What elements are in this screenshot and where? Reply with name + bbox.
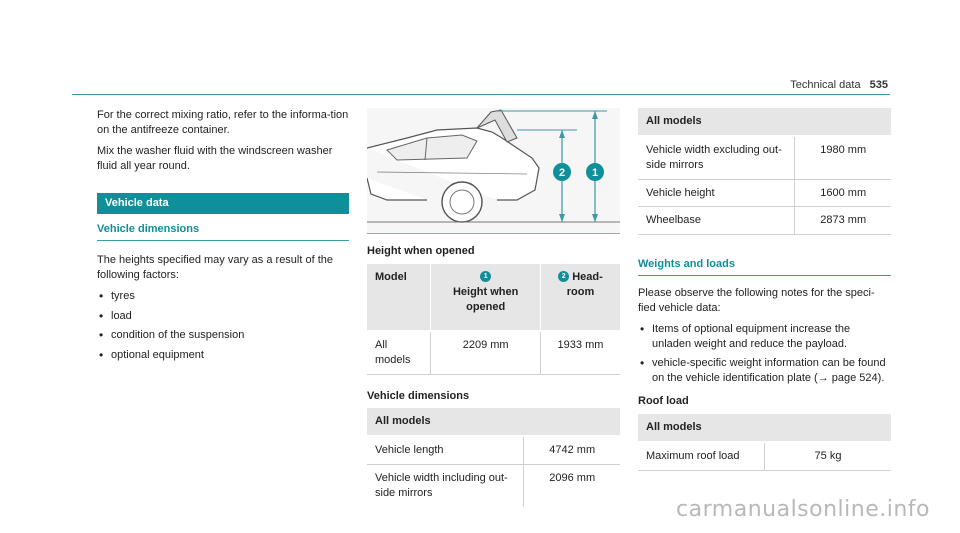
cell-value: 2096 mm <box>524 465 620 507</box>
table-row <box>638 207 891 235</box>
figure-marker-2: 2 <box>558 167 566 179</box>
roof-load-table <box>638 414 891 471</box>
cell-label: Vehicle length <box>367 436 524 464</box>
cell-value: 1980 mm <box>795 136 891 179</box>
list-item: • load <box>97 309 349 324</box>
header-headroom-label: Head-room <box>566 270 603 298</box>
intro-paragraph-1: For the correct mixing ratio, refer to the informa-tion on the antifreeze container. <box>97 109 349 136</box>
list-item: • vehicle-specific weight information can be found on the vehicle identification plate (→ page 524). <box>638 356 891 386</box>
marker-1-icon: 1 <box>480 271 491 282</box>
cell-value: 1600 mm <box>795 179 891 207</box>
car-illustration-svg <box>367 108 620 233</box>
header-model: Model <box>367 264 431 331</box>
cell-label: Maximum roof load <box>638 442 765 470</box>
column-1 <box>97 108 349 368</box>
factors-list <box>97 289 349 363</box>
table-row <box>367 436 620 464</box>
header-rule <box>72 94 890 95</box>
heights-paragraph: The heights specified may vary as a result of the following factors: <box>97 254 334 281</box>
weights-list <box>638 322 891 386</box>
cell-value: 4742 mm <box>524 436 620 464</box>
column-3 <box>638 108 891 471</box>
cell-label: Wheelbase <box>638 207 795 235</box>
height-table <box>367 264 620 375</box>
table-row <box>638 136 891 179</box>
list-item: • optional equipment <box>97 348 349 363</box>
cell-label: Vehicle width including out-side mirrors <box>375 472 508 499</box>
page-header <box>790 78 888 93</box>
caption-height-when-opened: Height when opened <box>367 245 475 257</box>
header-headroom <box>540 264 620 331</box>
table-row <box>638 442 891 470</box>
heading-roof-load: Roof load <box>638 395 689 408</box>
header-all-models: All models <box>367 408 620 436</box>
subheading-vehicle-dimensions: Vehicle dimensions <box>97 222 349 241</box>
cell-value: 2873 mm <box>795 207 891 235</box>
table-row <box>367 331 620 374</box>
header-all-models: All models <box>638 108 891 136</box>
heading-weights-and-loads: Weights and loads <box>638 257 891 276</box>
cell-label: Vehicle height <box>638 179 795 207</box>
column-2 <box>367 108 620 507</box>
page-number: 535 <box>869 79 888 91</box>
watermark: carmanualsonline.info <box>676 497 930 523</box>
section-title: Technical data <box>790 79 861 91</box>
header-height-label: Height when opened <box>452 285 519 313</box>
weights-paragraph: Please observe the following notes for the speci-fied vehicle data: <box>638 287 875 314</box>
section-band-vehicle-data: Vehicle data <box>97 193 349 214</box>
car-height-illustration <box>367 108 620 234</box>
cell-headroom: 1933 mm <box>540 331 620 374</box>
cell-height: 2209 mm <box>431 331 541 374</box>
figure-marker-1: 1 <box>591 167 599 179</box>
header-height-when-opened <box>431 264 541 331</box>
caption-vehicle-dimensions: Vehicle dimensions <box>367 389 470 402</box>
list-item: • condition of the suspension <box>97 328 349 343</box>
cell-value: 75 kg <box>765 442 892 470</box>
table-row <box>638 179 891 207</box>
list-item: • Items of optional equipment increase the unladen weight and reduce the payload. <box>638 322 891 352</box>
header-all-models: All models <box>638 414 891 442</box>
marker-2-icon: 2 <box>558 271 569 282</box>
intro-paragraph-2: Mix the washer fluid with the windscreen washer fluid all year round. <box>97 144 333 172</box>
dimensions-table-1 <box>367 408 620 506</box>
cell-label: Vehicle width excluding out-side mirrors <box>638 136 795 179</box>
table-row <box>367 465 620 507</box>
list-item: • tyres <box>97 289 349 304</box>
cell-model: All models <box>367 331 431 374</box>
dimensions-table-2 <box>638 108 891 235</box>
